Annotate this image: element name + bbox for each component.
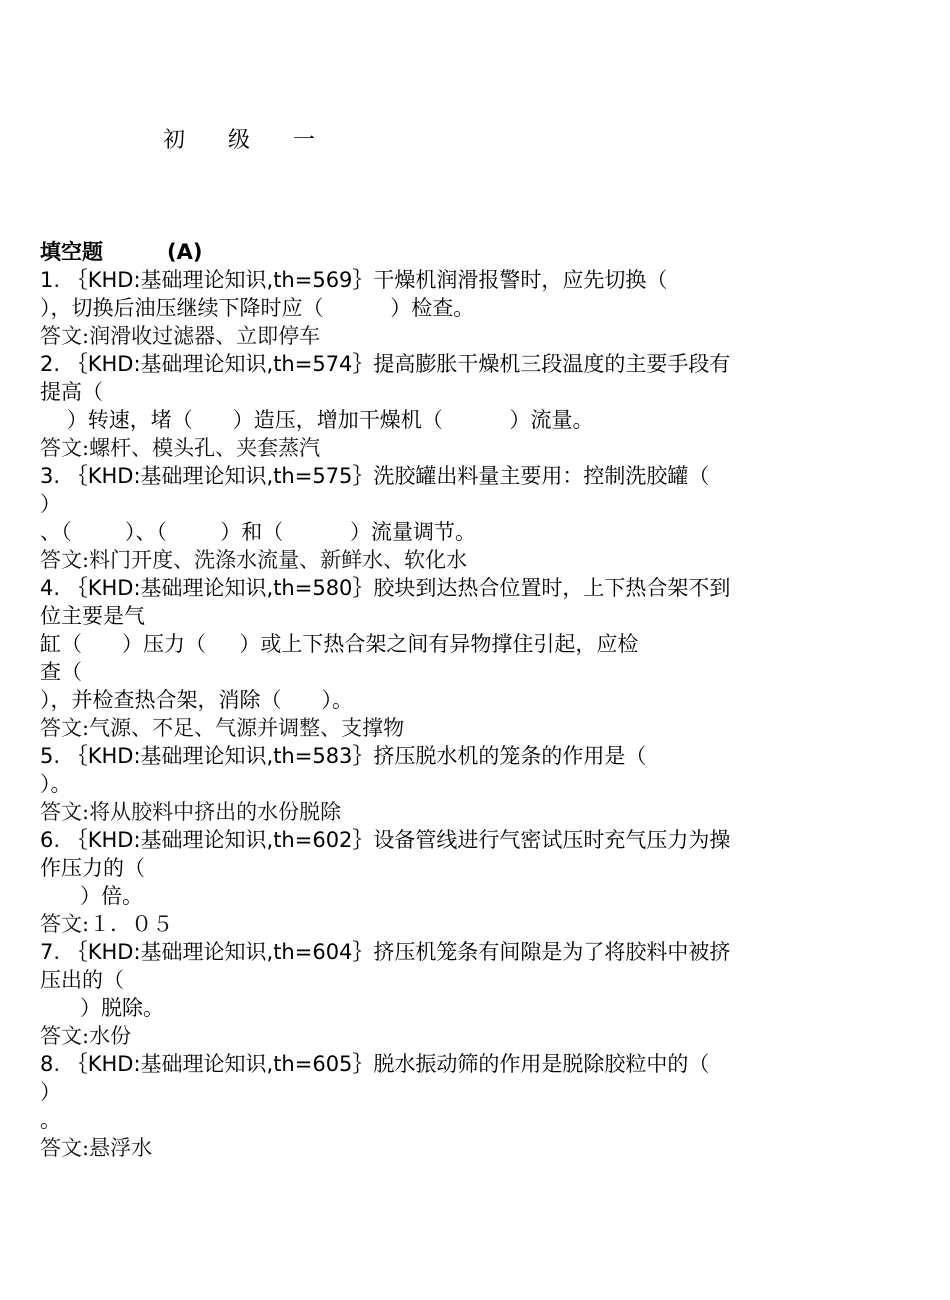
question-item (40, 826, 920, 938)
question-item (40, 742, 920, 826)
question-line: 7. ｛KHD:基础理论知识,th=604｝挤压机笼条有间隙是为了将胶料中被挤 (40, 940, 731, 964)
answer-line: 答文:润滑收过滤器、立即停车 (40, 324, 321, 348)
question-item (40, 1050, 920, 1162)
answer-line: 答文:将从胶料中挤出的水份脱除 (40, 800, 342, 824)
section-tag: (A) (167, 240, 203, 264)
question-line: 作压力的（ (40, 856, 145, 880)
question-line: 1. ｛KHD:基础理论知识,th=569｝干燥机润滑报警时，应先切换（ (40, 268, 668, 292)
section-header (40, 238, 920, 266)
question-line: 查（ (40, 660, 82, 684)
question-list (40, 238, 920, 1162)
question-line: ）脱除。 (40, 996, 165, 1020)
answer-line: 答文:螺杆、模头孔、夹套蒸汽 (40, 436, 321, 460)
answer-line: 答文:料门开度、洗涤水流量、新鲜水、软化水 (40, 548, 468, 572)
question-line: 3. ｛KHD:基础理论知识,th=575｝洗胶罐出料量主要用：控制洗胶罐（ (40, 464, 710, 488)
question-line: ），并检查热合架，消除（ ）。 (40, 688, 354, 712)
question-item (40, 574, 920, 742)
question-line: ）转速，堵（ ）造压，增加干燥机（ ）流量。 (40, 408, 594, 432)
question-line: 缸（ ）压力（ ）或上下热合架之间有异物撑住引起，应检 (40, 632, 639, 656)
question-line: 提高（ (40, 380, 103, 404)
answer-line: 答文:１．０５ (40, 912, 174, 936)
question-line: 位主要是气 (40, 604, 145, 628)
answer-line: 答文:水份 (40, 1024, 132, 1048)
question-line: ），切换后油压继续下降时应（ ）检查。 (40, 296, 475, 320)
question-line: 2. ｛KHD:基础理论知识,th=574｝提高膨胀干燥机三段温度的主要手段有 (40, 352, 731, 376)
answer-line: 答文:悬浮水 (40, 1136, 153, 1160)
answer-line: 答文:气源、不足、气源并调整、支撑物 (40, 716, 405, 740)
question-line: 压出的（ (40, 968, 124, 992)
question-line: ）。 (40, 772, 72, 796)
question-line: 、（ ）、（ ）和（ ）流量调节。 (40, 520, 477, 544)
level-title: 初 级 一 (163, 128, 333, 153)
section-title: 填空题 (40, 240, 103, 264)
question-item (40, 350, 920, 462)
question-line: 8. ｛KHD:基础理论知识,th=605｝脱水振动筛的作用是脱除胶粒中的（ (40, 1052, 710, 1076)
question-item (40, 938, 920, 1050)
question-line: ） (40, 492, 61, 516)
question-line: 5. ｛KHD:基础理论知识,th=583｝挤压脱水机的笼条的作用是（ (40, 744, 647, 768)
question-line: 。 (40, 1108, 61, 1132)
question-line: 4. ｛KHD:基础理论知识,th=580｝胶块到达热合位置时，上下热合架不到 (40, 576, 731, 600)
question-line: 6. ｛KHD:基础理论知识,th=602｝设备管线进行气密试压时充气压力为操 (40, 828, 731, 852)
question-line: ） (40, 1080, 61, 1104)
question-item (40, 266, 920, 350)
question-line: ）倍。 (40, 884, 144, 908)
question-item (40, 462, 920, 574)
